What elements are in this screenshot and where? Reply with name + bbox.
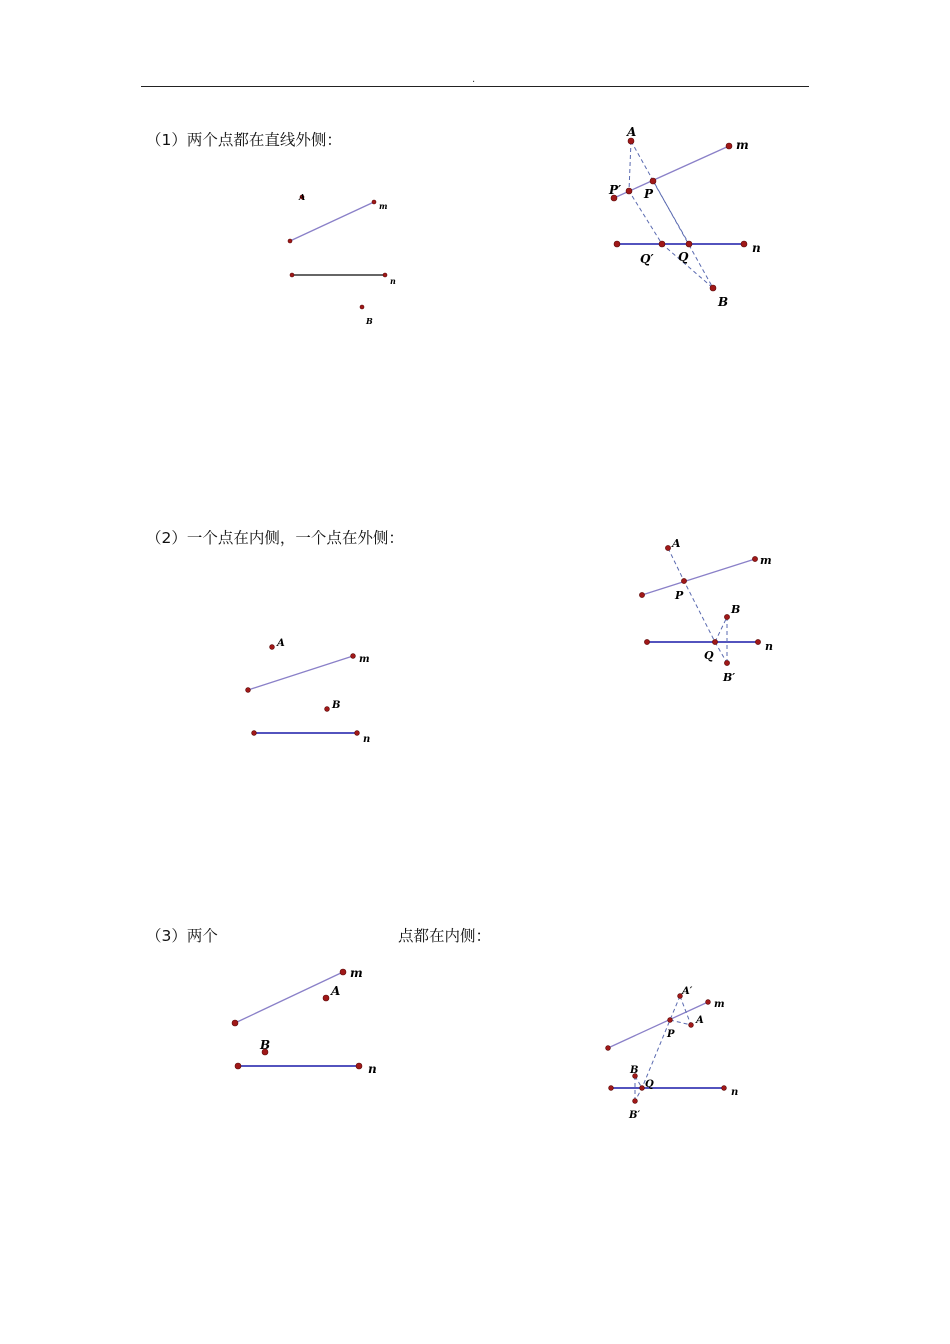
label-a-prime: A′ xyxy=(682,986,693,997)
label-p: P xyxy=(644,187,654,201)
point-a xyxy=(689,1023,694,1028)
label-a: A xyxy=(696,1015,704,1026)
point-n-start xyxy=(609,1086,614,1091)
label-b: B xyxy=(731,603,741,616)
section-3-heading-part2: 点都在内侧： xyxy=(398,927,492,945)
label-n: n xyxy=(390,276,396,286)
label-a: A xyxy=(331,984,341,998)
section-1-heading: （1）两个点都在直线外侧： xyxy=(146,131,342,149)
label-q: Q xyxy=(645,1079,654,1090)
point-q xyxy=(640,1086,645,1091)
label-q-prime: Q′ xyxy=(640,252,654,266)
label-n: n xyxy=(368,1062,377,1076)
label-q: Q xyxy=(704,649,714,662)
label-m: m xyxy=(379,201,388,211)
dash-a-prime-b-prime xyxy=(635,996,680,1101)
label-b: B xyxy=(630,1065,639,1076)
label-q: Q xyxy=(678,250,689,264)
label-n: n xyxy=(363,734,371,745)
section-3-heading-part1: （3）两个 xyxy=(146,927,218,945)
point-b-prime xyxy=(633,1099,638,1104)
label-m: m xyxy=(350,966,363,980)
label-b-prime: B′ xyxy=(723,671,736,684)
label-m: m xyxy=(736,138,749,152)
label-m: m xyxy=(359,654,370,665)
label-b: B xyxy=(718,295,729,309)
point-p xyxy=(668,1018,673,1023)
label-a: A xyxy=(672,537,681,550)
label-n: n xyxy=(752,241,761,255)
point-m-start xyxy=(606,1046,611,1051)
label-n: n xyxy=(765,640,773,653)
label-a: A xyxy=(627,125,637,139)
label-b: B xyxy=(332,700,341,711)
dash-p-a xyxy=(670,1020,691,1025)
label-p: P xyxy=(667,1029,675,1040)
label-n: n xyxy=(731,1087,739,1098)
label-b: B xyxy=(260,1038,271,1052)
section-2-heading: （2）一个点在内侧，一个点在外侧： xyxy=(146,529,404,547)
point-m-end xyxy=(706,1000,711,1005)
label-b-prime: B′ xyxy=(629,1110,641,1121)
label-b: B xyxy=(366,316,373,326)
point-n-end xyxy=(722,1086,727,1091)
label-p: P xyxy=(675,589,684,602)
label-m: m xyxy=(760,554,772,567)
header-mark: . xyxy=(472,74,476,85)
label-a: A xyxy=(277,638,285,649)
label-p-prime: P′ xyxy=(609,183,622,197)
label-a: A xyxy=(299,192,306,202)
label-m: m xyxy=(714,999,725,1010)
